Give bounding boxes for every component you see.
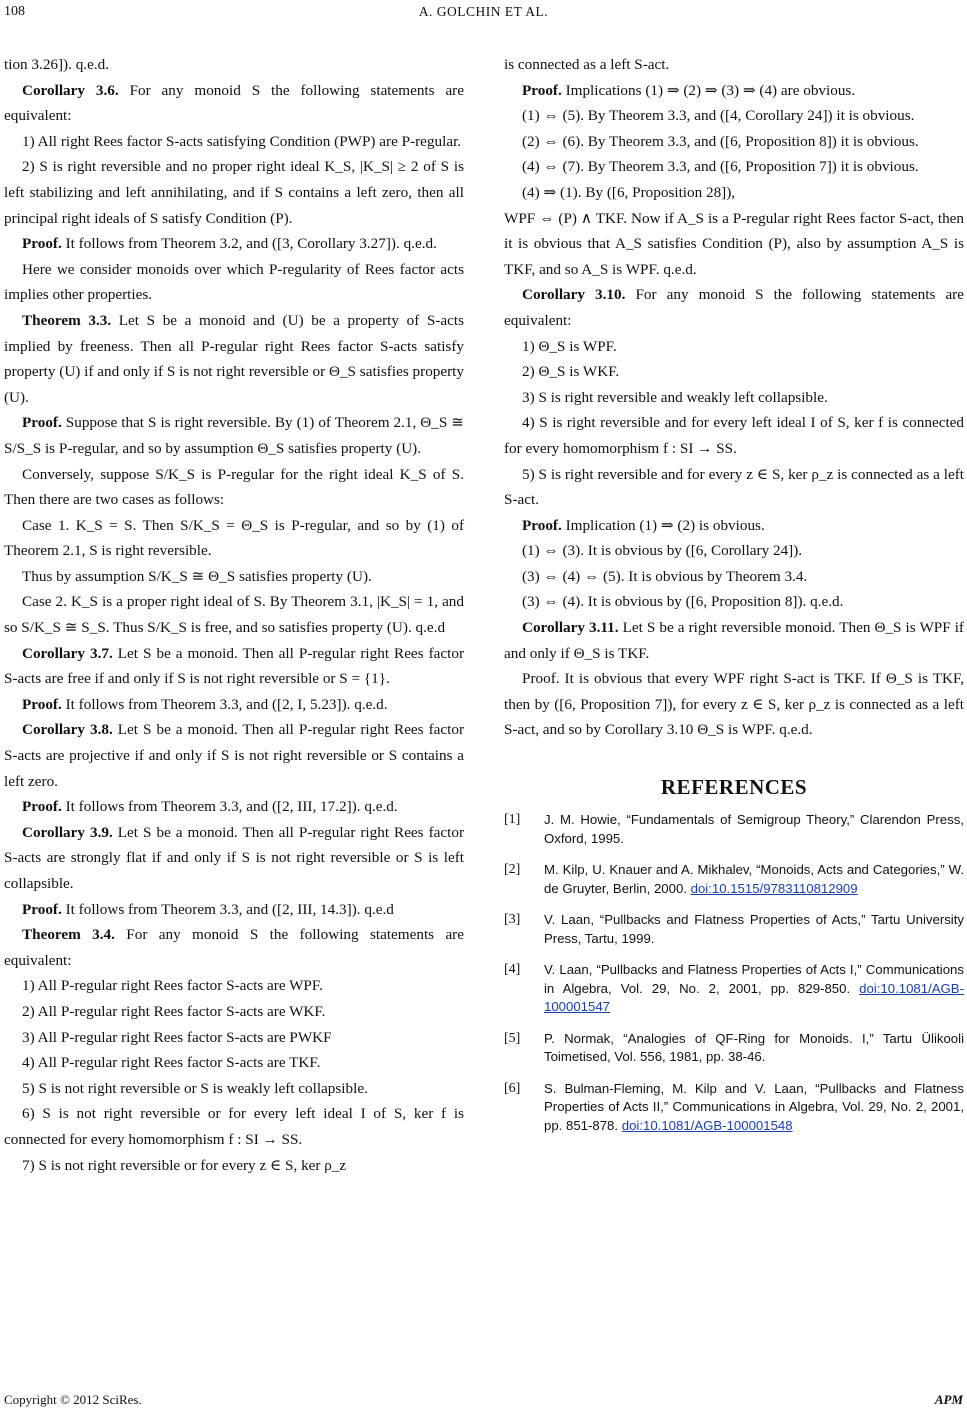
paragraph-lead: Corollary 3.7.: [22, 644, 113, 662]
reference-text: V. Laan, “Pullbacks and Flatness Properties of Acts I,” Communications in Algebra, Vol. 29, No. 2, 2001, pp. 829-850.: [544, 962, 964, 996]
paragraph: [4, 1076, 464, 1102]
paragraph-lead: Theorem 3.4.: [22, 926, 115, 944]
right-column: [504, 52, 964, 1148]
paragraph-lead: Proof.: [22, 798, 62, 816]
paragraph-text: 5) S is not right reversible or S is weakly left collapsible.: [22, 1079, 368, 1097]
paragraph-lead: Proof.: [22, 414, 62, 432]
paragraph-lead: Proof.: [22, 695, 62, 713]
reference-item: [504, 861, 964, 898]
paragraph: [4, 1050, 464, 1076]
paragraph: [504, 359, 964, 385]
paragraph-text: Suppose that S is right reversible. By (1) of Theorem 2.1, Θ_S ≅ S/S_S is P-regular, and so by assumption Θ_S satisfies property (U).: [4, 414, 464, 457]
paragraph-text: is connected as a left S-act.: [504, 56, 670, 73]
paragraph: [504, 666, 964, 743]
paragraph-lead: Proof.: [22, 235, 62, 253]
reference-number: [2]: [504, 862, 521, 878]
paragraph-lead: Corollary 3.11.: [522, 619, 619, 637]
paragraph: [4, 462, 464, 513]
paragraph-text: 2) All P-regular right Rees factor S-acts are WKF.: [22, 1002, 326, 1020]
left-column: [4, 52, 464, 1178]
paragraph-text: It follows from Theorem 3.3, and ([2, III, 17.2]). q.e.d.: [61, 798, 398, 816]
reference-number: [1]: [504, 812, 521, 828]
paragraph-text: Case 1. K_S = S. Then S/K_S = Θ_S is P-regular, and so by (1) of Theorem 2.1, S is right reversible.: [4, 516, 464, 560]
paragraph-text: 2) Θ_S is WKF.: [522, 363, 620, 381]
paragraph-lead: Proof.: [522, 81, 562, 99]
paragraph: [4, 129, 464, 155]
paragraph-text: 3) S is right reversible and weakly left collapsible.: [522, 388, 828, 406]
reference-text: V. Laan, “Pullbacks and Flatness Properties of Acts,” Tartu University Press, Tartu, 1999.: [544, 912, 964, 946]
reference-text: M. Kilp, U. Knauer and A. Mikhalev, “Monoids, Acts and Categories,” W. de Gruyter, Berlin, 2000.: [544, 862, 964, 896]
paragraph-text: 3) All P-regular right Rees factor S-acts are PWKF: [22, 1028, 332, 1046]
paragraph-text: Let S be a right reversible monoid. Then Θ_S is WPF if and only if Θ_S is TKF.: [504, 619, 964, 662]
page-footer: [0, 1392, 967, 1414]
reference-number: [4]: [504, 962, 521, 978]
paragraph: [4, 999, 464, 1025]
paragraph-text: WPF ⇔ (P) ∧ TKF. Now if A_S is a P-regular right Rees factor S-act, then it is obvious that A_S satisfies Condition (P), also by assumption A_S is TKF, and so A_S is WPF. q.e.d.: [504, 209, 964, 278]
paragraph: [504, 282, 964, 333]
paragraph: [4, 1101, 464, 1152]
paragraph-text: (1) ⇔ (5). By Theorem 3.3, and ([4, Corollary 24]) it is obvious.: [522, 107, 915, 125]
paragraph-text: 4) All P-regular right Rees factor S-acts are TKF.: [22, 1054, 321, 1072]
paragraph: [504, 154, 964, 180]
paragraph-text: It follows from Theorem 3.3, and ([2, III, 14.3]). q.e.d: [61, 900, 394, 918]
paragraph: [504, 462, 964, 513]
paragraph-text: Let S be a monoid. Then all P-regular right Rees factor S-acts are projective if and only if S is not right reversible or S contains a left zero.: [4, 721, 464, 790]
reference-number: [3]: [504, 912, 521, 928]
paragraph: [4, 513, 464, 564]
paragraph-text: (3) ⇔ (4) ⇔ (5). It is obvious by Theorem 3.4.: [522, 567, 808, 585]
reference-text: S. Bulman-Fleming, M. Kilp and V. Laan, “Pullbacks and Flatness Properties of Acts II,” Communications in Algebra, Vol. 29, No. 2, 2001, pp. 851-878.: [544, 1080, 964, 1133]
reference-item: [504, 1030, 964, 1067]
paragraph-text: Case 2. K_S is a proper right ideal of S. By Theorem 3.1, |K_S| = 1, and so S/K_S ≅ S_S. Thus S/K_S is free, and so satisfies property (U). q.e.d: [4, 593, 464, 637]
paragraph: [4, 922, 464, 973]
reference-item: [504, 961, 964, 1017]
paragraph: [504, 103, 964, 129]
paragraph-text: Proof. It is obvious that every WPF right S-act is TKF. If Θ_S is TKF, then by ([6, Proposition 7]), for every z ∈ S, ker ρ_z is connected as a left S-act, and so by Corollary 3.10 Θ_S is WPF. q.e.d.: [504, 670, 964, 739]
paragraph-text: 1) All right Rees factor S-acts satisfying Condition (PWP) are P-regular.: [22, 132, 462, 150]
paragraph: [4, 820, 464, 897]
page-header: [0, 0, 967, 30]
reference-item: [504, 1080, 964, 1136]
paragraph-text: 1) Θ_S is WPF.: [522, 337, 617, 355]
paragraph-text: Conversely, suppose S/K_S is P-regular for the right ideal K_S of S. Then there are two cases as follows:: [4, 465, 464, 509]
paragraph: [4, 410, 464, 461]
paragraph: [4, 973, 464, 999]
paragraph-text: 2) S is right reversible and no proper right ideal K_S, |K_S| ≥ 2 of S is left stabilizing and left annihilating, and if S contains a left zero, then all principal right ideals of S satisfy Condition (P).: [4, 158, 464, 227]
references-list: [504, 811, 964, 1135]
paragraph-text: (2) ⇔ (6). By Theorem 3.3, and ([6, Proposition 8]) it is obvious.: [522, 132, 919, 150]
paragraph: [504, 410, 964, 461]
paragraph-text: Let S be a monoid and (U) be a property of S-acts implied by freeness. Then all P-regular right Rees factor S-acts satisfy property (U) if and only if S is not right reversible or Θ_S satisfies property (U).: [4, 311, 464, 406]
copyright-notice: Copyright © 2012 SciRes.: [4, 1392, 142, 1407]
doi-link[interactable]: doi:10.1081/AGB-100001548: [621, 1117, 793, 1133]
paragraph: [504, 78, 964, 104]
paragraph: [504, 615, 964, 666]
paragraph: [4, 641, 464, 692]
paragraph: [4, 794, 464, 820]
paragraph: [504, 52, 964, 78]
paragraph-text: For any monoid S the following statements are equivalent:: [504, 286, 964, 329]
paragraph: [4, 1025, 464, 1051]
paragraph-lead: Corollary 3.10.: [522, 286, 626, 304]
journal-abbreviation: APM: [934, 1392, 963, 1407]
paragraph-text: (1) ⇔ (3). It is obvious by ([6, Corollary 24]).: [522, 542, 803, 560]
paragraph: [504, 589, 964, 615]
reference-text: P. Normak, “Analogies of QF-Ring for Monoids. I,” Tartu Ülikooli Toimetised, Vol. 556, 1981, pp. 38-46.: [544, 1030, 964, 1065]
reference-number: [6]: [504, 1080, 521, 1096]
paragraph: [504, 564, 964, 590]
paragraph: [504, 513, 964, 539]
paragraph: [4, 897, 464, 923]
paragraph: [4, 154, 464, 231]
paragraph-text: Thus by assumption S/K_S ≅ Θ_S satisfies property (U).: [22, 567, 372, 585]
paragraph-text: Here we consider monoids over which P-regularity of Rees factor acts implies other properties.: [4, 260, 464, 304]
paragraph-lead: Proof.: [22, 900, 62, 918]
references-heading: REFERENCES: [660, 775, 808, 800]
paragraph-text: tion 3.26]). q.e.d.: [4, 56, 110, 73]
paragraph: [4, 589, 464, 640]
paragraph-text: For any monoid S the following statements are equivalent:: [4, 926, 464, 969]
paragraph: [4, 231, 464, 257]
paragraph-text: (3) ⇔ (4). It is obvious by ([6, Proposition 8]). q.e.d.: [522, 593, 844, 611]
paragraph-text: 5) S is right reversible and for every z ∈ S, ker ρ_z is connected as a left S-act.: [504, 465, 964, 509]
paragraph-lead: Corollary 3.6.: [22, 81, 119, 99]
paragraph-lead: Proof.: [522, 516, 562, 534]
page-number: 108: [4, 4, 25, 19]
paragraph: [4, 308, 464, 410]
reference-text: J. M. Howie, “Fundamentals of Semigroup Theory,” Clarendon Press, Oxford, 1995.: [544, 812, 964, 846]
paragraph: [504, 385, 964, 411]
paragraph: [4, 717, 464, 794]
paragraph-text: Let S be a monoid. Then all P-regular right Rees factor S-acts are free if and only if S is not right reversible or S = {1}.: [4, 644, 464, 688]
paragraph-text: 7) S is not right reversible or for every z ∈ S, ker ρ_z: [22, 1156, 347, 1174]
paragraph: [4, 257, 464, 308]
paragraph-text: 6) S is not right reversible or for every left ideal I of S, ker f is connected for every homomorphism f : SI → SS.: [4, 1105, 464, 1148]
paragraph: [504, 129, 964, 155]
paragraph-text: It follows from Theorem 3.3, and ([2, I, 5.23]). q.e.d.: [61, 695, 388, 713]
paragraph: [504, 180, 964, 206]
paragraph-text: (4) ⇔ (7). By Theorem 3.3, and ([6, Proposition 7]) it is obvious.: [522, 158, 919, 176]
paragraph-text: 4) S is right reversible and for every left ideal I of S, ker f is connected for every homomorphism f : SI → SS.: [504, 414, 964, 457]
paragraph: [504, 206, 964, 283]
paragraph: [4, 1153, 464, 1179]
paragraph-text: Implications (1) ⇒ (2) ⇒ (3) ⇒ (4) are obvious.: [561, 81, 856, 99]
paragraph: [4, 692, 464, 718]
paragraph-lead: Corollary 3.8.: [22, 721, 113, 739]
doi-link[interactable]: doi:10.1081/AGB-100001547: [544, 980, 964, 1015]
paragraph-text: Implication (1) ⇒ (2) is obvious.: [561, 516, 765, 534]
reference-item: [504, 911, 964, 948]
doi-link[interactable]: doi:10.1515/9783110812909: [690, 880, 858, 896]
paragraph-text: It follows from Theorem 3.2, and ([3, Corollary 3.27]). q.e.d.: [61, 235, 437, 253]
paragraph-text: (4) ⇒ (1). By ([6, Proposition 28]),: [522, 183, 736, 201]
paragraph-text: Let S be a monoid. Then all P-regular right Rees factor S-acts are strongly flat if and only if S is not right reversible or S is left collapsible.: [4, 823, 464, 892]
paragraph-lead: Corollary 3.9.: [22, 823, 113, 841]
running-head: A. GOLCHIN ET AL.: [418, 4, 549, 19]
paragraph-text: 1) All P-regular right Rees factor S-acts are WPF.: [22, 977, 323, 995]
right-column-text: [504, 52, 964, 743]
paragraph-lead: Theorem 3.3.: [22, 311, 112, 329]
paragraph-text: For any monoid S the following statements are equivalent:: [4, 81, 464, 125]
paragraph: [504, 538, 964, 564]
paragraph: [4, 52, 464, 78]
reference-item: [504, 811, 964, 848]
reference-number: [5]: [504, 1030, 521, 1046]
paragraph: [4, 78, 464, 129]
paragraph: [4, 564, 464, 590]
paragraph: [504, 334, 964, 360]
